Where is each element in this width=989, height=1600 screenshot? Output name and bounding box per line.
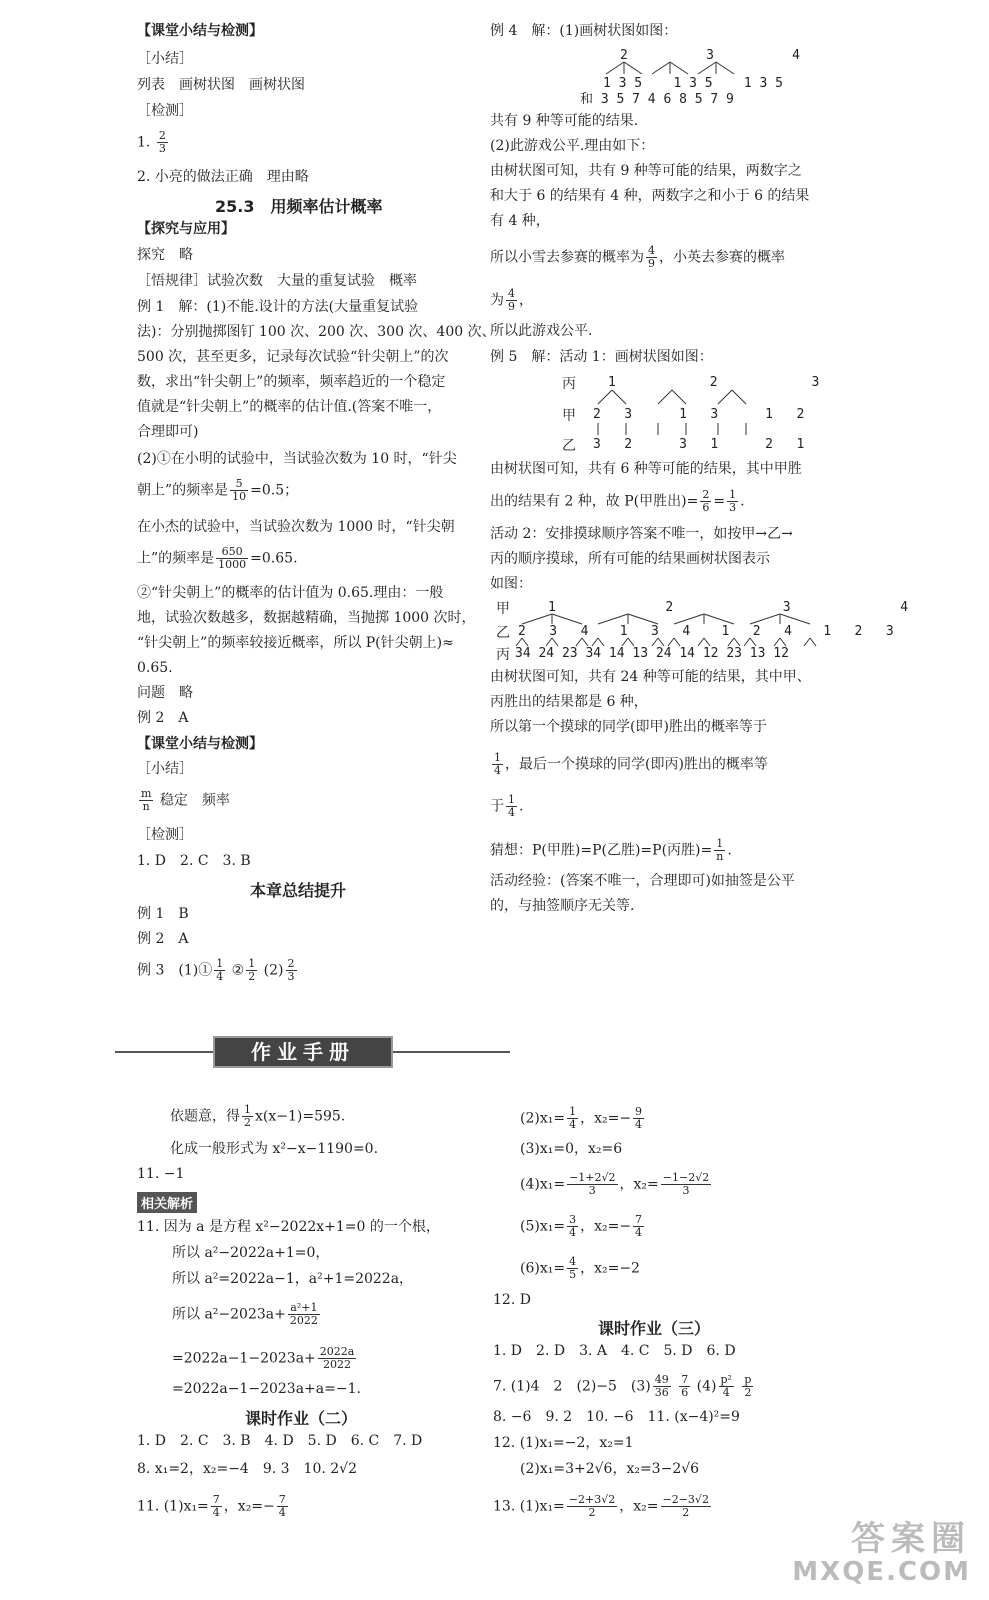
answer-line: 1. D 2. C 3. B 4. D 5. D 6. C 7. D [137,1433,423,1449]
summary-label: ［小结］ [137,761,193,777]
answer-line: 1. D 2. C 3. B [137,853,251,869]
tree-label: 乙 [496,625,510,641]
watermark-logo-text: 答案圈 [851,1519,971,1559]
tree-label: 丙 [562,376,576,392]
text-line: 所以 a²−2023a+ $\frac{\text{a²+1}}{2022}$ [172,1301,318,1327]
text-line: 值就是“针尖朝上”的概率的估计值.(答案不唯一， [137,399,442,415]
text-line: 由树状图可知，共有 24 种等可能的结果，其中甲、 [490,669,811,685]
fraction: $\frac{\text{a²+1}}{2022}$ [289,1301,318,1327]
text-line: 11. 因为 a 是方程 x²−2022x+1=0 的一个根， [137,1219,440,1235]
answer-line: 7. (1)4 2 (2)−5 (3) $\frac{49}{36}$ $\frac{7}{6}$ (4) $\frac{\text{p²}}{4}$ $\frac{p}{2}$ [493,1373,752,1399]
fraction: $\frac{1}{4}$ [216,957,224,983]
text-line: 所以小雪去参赛的概率为 $\frac{4}{9}$ ，小英去参赛的概率 [490,244,785,270]
watermark [792,1520,971,1586]
answer-line: (6)x₁= $\frac{4}{5}$ ，x₂=−2 [520,1255,640,1281]
answer-line: (2)x₁=3+2√6，x₂=3−2√6 [520,1461,700,1477]
tree-diagram-top: 1 2 3 [608,375,820,390]
text-line: 合理即可) [137,424,199,440]
text-line: 探究 略 [137,247,193,263]
fraction: $\frac{m}{n}$ [141,787,152,813]
section-header: 【课堂小结与检测】 [137,23,263,39]
answer-line: (4)x₁= $\frac{-1+2√2}{3}$ ，x₂= $\frac{-1-2√2}{3}$ [520,1171,710,1197]
tree-label: 乙 [562,438,576,454]
tree-branches [590,423,760,437]
text-line: 出的结果有 2 种，故 P(甲胜出)= $\frac{2}{6}$ = $\frac{1}{3}$ . [490,488,745,514]
fraction: $\frac{650}{1000}$ [218,545,247,571]
tree-diagram-bottom: 3 2 3 1 2 1 [593,437,805,452]
tree-diagram-top: 2 3 4 [620,48,801,63]
answer-line: 13. (1)x₁= $\frac{-2+3√2}{2}$ ，x₂= $\frac{-2-3√2}{2}$ [493,1493,709,1519]
fraction: $\frac{7}{4}$ [212,1493,220,1519]
text-line: 例 2 A [137,931,189,947]
watermark-url: MXQE.COM [792,1557,971,1587]
answer-line [137,130,170,155]
fraction: $\frac{1}{3}$ [729,488,737,514]
text-line: 问题 略 [137,685,193,701]
banner-title: 作业手册 [213,1036,393,1068]
text-line: 的，与抽签顺序无关等. [490,898,635,914]
fraction: $\frac{4}{9}$ [508,287,515,313]
text-line: 例 5 解：活动 1：画树状图如图： [490,349,713,365]
text-line: 朝上”的频率是 $\frac{5}{10}$ =0.5； [137,477,299,503]
tree-diagram-top: 1 2 3 4 [548,600,909,615]
tree-diagram-mid: 2 3 4 1 3 4 1 2 4 1 2 3 [518,624,894,639]
text-line: 所以第一个摸球的同学(即甲)胜出的概率等于 [490,719,767,735]
text-line: 活动 2：安排摸球顺序答案不唯一，如按甲→乙→ [490,526,793,542]
text-line: 化成一般形式为 x²−x−1190=0. [170,1141,379,1157]
fraction: $\frac{3}{4}$ [569,1213,577,1239]
summary-text: $\frac{m}{n}$ 稳定 频率 [141,787,230,813]
section-title: 课时作业（三） [598,1319,711,1338]
fraction: $\frac{49}{36}$ [654,1373,669,1399]
fraction: $\frac{p}{2}$ [744,1373,752,1399]
text-line: 地，试验次数越多，数据越精确，当抛掷 1000 次时， [137,610,476,626]
fraction: $\frac{-2-3√2}{2}$ [662,1493,709,1519]
text-line: 数，求出“针尖朝上”的频率，频率趋近的一个稳定 [137,374,446,390]
tree-label: 甲 [496,601,510,617]
text-line: 丙的顺序摸球，所有可能的结果画树状图表示 [490,551,770,567]
text-line: $\frac{1}{4}$ ，最后一个摸球的同学(即丙)胜出的概率等 [494,751,768,777]
fraction: $\frac{1}{4}$ [508,793,515,819]
fraction: $\frac{1}{n}$ [716,837,724,863]
tree-diagram-sums: 和 3 5 7 4 6 8 5 7 9 [580,92,734,107]
summary-text: 列表 画树状图 画树状图 [137,77,305,93]
fraction: $\frac{2}{3}$ [287,957,295,983]
text-line: =2022a−1−2023a+ $\frac{2022a}{2022}$ [172,1345,355,1371]
fraction: $\frac{7}{4}$ [278,1493,286,1519]
text-line: 法)：分别抛掷图钉 100 次、200 次、300 次、400 次、 [137,324,496,340]
text-line: 活动经验：(答案不唯一，合理即可)如抽签是公平 [490,873,795,889]
fraction: $\frac{1}{4}$ [569,1105,577,1131]
section-title: 本章总结提升 [250,881,347,900]
text-line: 所以 a²=2022a−1，a²+1=2022a， [172,1271,414,1287]
fraction: $\frac{\text{p²}}{4}$ [720,1373,732,1399]
text-line: ②“针尖朝上”的概率的估计值为 0.65.理由：一般 [137,585,444,601]
answer-line: 12. (1)x₁=−2，x₂=1 [493,1435,634,1451]
tree-diagram-mid: 2 3 1 3 1 2 [593,407,805,422]
answer-line: 8. −6 9. 2 10. −6 11. (x−4)²=9 [493,1409,740,1425]
analysis-tag: 相关解析 [137,1192,197,1213]
text-line: 0.65. [137,660,173,676]
summary-label: ［小结］ [137,51,193,67]
text-line: 在小杰的试验中，当试验次数为 1000 时，“针尖朝 [137,519,455,535]
fraction: $\frac{-2+3√2}{2}$ [568,1493,616,1519]
text-line: 如图： [490,576,532,592]
tree-label: 丙 [496,647,510,663]
fraction: $\frac{4}{9}$ [648,244,655,270]
fraction: $\frac{9}{4}$ [635,1105,643,1131]
text-line: (2)此游戏公平.理由如下： [490,138,655,154]
fraction: $\frac{1}{4}$ [494,751,501,777]
text-line: 例 1 解：(1)不能.设计的方法(大量重复试验 [137,299,419,315]
text-line: 丙胜出的结果都是 6 种， [490,694,648,710]
answer-line: 1. D 2. D 3. A 4. C 5. D 6. D [493,1343,736,1359]
tree-diagram-leaves: 1 3 5 1 3 5 1 3 5 [603,76,784,91]
text-line: 所以 a²−2022a+1=0， [172,1245,330,1261]
text-line: 由树状图可知，共有 9 种等可能的结果，两数字之 [490,163,802,179]
text-line: 11. −1 [137,1166,185,1182]
fraction: $\frac{2}{3}$ [158,129,166,155]
test-label: ［检测］ [137,103,193,119]
text-line: 由树状图可知，共有 6 种等可能的结果，其中甲胜 [490,461,802,477]
tree-diagram-bottom: 34 24 23 34 14 13 24 14 12 23 13 12 [515,646,789,661]
text-line: 所以此游戏公平. [490,323,593,339]
text-line: “针尖朝上”的频率较接近概率，所以 P(针尖朝上)≈ [137,635,454,651]
section-header: 【课堂小结与检测】 [137,736,263,752]
text-line: 例 4 解：(1)画树状图如图： [490,23,678,39]
text-line: 例 2 A [137,710,189,726]
answer-line: 8. x₁=2，x₂=−4 9. 3 10. 2√2 [137,1461,357,1477]
section-header: 【探究与应用】 [137,221,235,237]
text-line: (2)①在小明的试验中，当试验次数为 10 时，“针尖 [137,451,457,467]
text-line: =2022a−1−2023a+a=−1. [172,1381,361,1397]
test-label: ［检测］ [137,827,193,843]
text-line: ［悟规律］试验次数 大量的重复试验 概率 [137,273,417,289]
answer-line: (2)x₁= $\frac{1}{4}$ ，x₂=− $\frac{9}{4}$ [520,1105,643,1131]
answer-line: (5)x₁= $\frac{3}{4}$ ，x₂=− $\frac{7}{4}$ [520,1213,643,1239]
answer-line: 2. 小亮的做法正确 理由略 [137,169,309,185]
text-line: 依题意，得 $\frac{1}{2}$ x(x−1)=595. [170,1103,346,1129]
tree-label: 甲 [562,408,576,424]
text-line: 猜想：P(甲胜)=P(乙胜)=P(丙胜)= $\frac{1}{n}$ . [490,837,732,863]
text-line: 例 3 (1)① $\frac{1}{4}$ ② $\frac{1}{2}$ (2) $\frac{2}{3}$ [137,957,295,983]
text-line: 和大于 6 的结果有 4 种，两数字之和小于 6 的结果 [490,188,810,204]
fraction: $\frac{2022a}{2022}$ [319,1345,355,1371]
text-line: 上”的频率是 $\frac{650}{1000}$ =0.65. [137,545,298,571]
text-line: 共有 9 种等可能的结果. [490,113,639,129]
section-banner [115,1036,510,1070]
answer-line: 11. (1)x₁= $\frac{7}{4}$ ，x₂=− $\frac{7}{4}$ [137,1493,286,1519]
text-line: 例 1 B [137,906,189,922]
fraction: $\frac{2}{6}$ [702,488,710,514]
text-line: 有 4 种， [490,213,550,229]
banner-rule [115,1051,213,1053]
fraction: $\frac{7}{6}$ [681,1373,689,1399]
fraction: $\frac{-1+2√2}{3}$ [569,1171,616,1197]
tree-branches [590,390,760,406]
text-line: 500 次，甚至更多，记录每次试验“针尖朝上”的次 [137,349,449,365]
banner-rule [393,1051,510,1053]
section-title: 课时作业（二） [245,1409,358,1428]
section-title: 25.3 用频率估计概率 [215,197,383,216]
question-number: 1. [137,134,151,151]
tree-branches [600,62,750,76]
fraction: $\frac{-1-2√2}{3}$ [662,1171,710,1197]
fraction: $\frac{7}{4}$ [635,1213,643,1239]
fraction: $\frac{5}{10}$ [232,477,247,503]
fraction: $\frac{1}{2}$ [248,957,256,983]
fraction: $\frac{1}{2}$ [244,1103,251,1129]
text-line: 为 $\frac{4}{9}$ ， [490,287,533,313]
text-line: 于 $\frac{1}{4}$ . [490,793,524,819]
answer-line: (3)x₁=0，x₂=6 [520,1141,623,1157]
fraction: $\frac{4}{5}$ [569,1255,577,1281]
answer-line: 12. D [493,1292,531,1308]
